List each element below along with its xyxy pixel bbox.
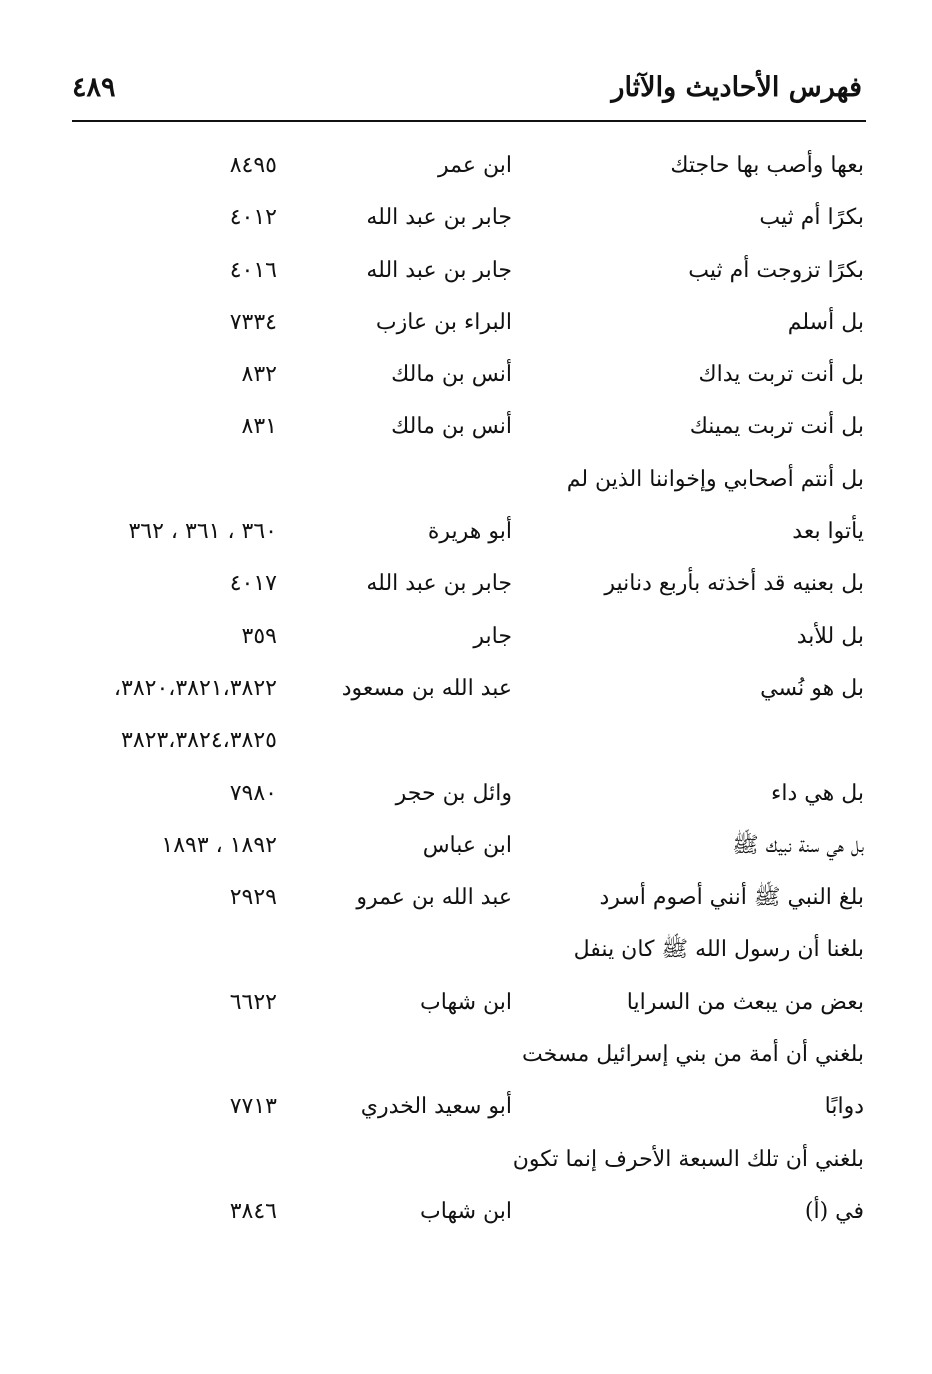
page-number: ٤٨٩ <box>72 72 116 103</box>
narrator: وائل بن حجر <box>395 780 512 806</box>
hadith-number: ٣٨٤٦ <box>229 1198 277 1224</box>
narrator: أبو هريرة <box>427 519 512 545</box>
narrator: ابن عمر <box>438 153 512 178</box>
hadith-number: ٧٩٨٠ <box>229 780 277 806</box>
index-row <box>0 820 932 872</box>
hadith-number: ٧٧١٣ <box>229 1094 277 1120</box>
hadith-number: ٣٨٢٣،٣٨٢٤،٣٨٢٥ <box>121 728 277 754</box>
hadith-text: بلغني أن أمة من بني إسرائيل مسخت <box>522 1042 864 1068</box>
hadith-number: ٤٠١٦ <box>229 257 277 283</box>
hadith-text: بل أنت تربت يداك <box>698 362 864 388</box>
narrator: عبد الله بن مسعود <box>341 675 512 701</box>
hadith-number: ٣٨٢٠،٣٨٢١،٣٨٢٢، <box>113 675 277 701</box>
index-row <box>0 977 932 1029</box>
index-row <box>0 1029 932 1081</box>
hadith-text: بل للأبد <box>796 623 864 649</box>
hadith-text: بعض من يبعث من السرايا <box>626 989 864 1015</box>
index-row <box>0 924 932 976</box>
index-row <box>0 1134 932 1186</box>
narrator: ابن شهاب <box>420 989 512 1015</box>
index-row <box>0 401 932 453</box>
index-row <box>0 349 932 401</box>
narrator: ابن عباس <box>422 832 512 858</box>
index-row <box>0 454 932 506</box>
hadith-text: بكرًا تزوجت أم ثيب <box>688 257 864 283</box>
index-row <box>0 245 932 297</box>
hadith-number: ٨٣٢ <box>241 362 277 388</box>
hadith-number: ٢٩٢٩ <box>229 885 277 911</box>
narrator: البراء بن عازب <box>375 309 512 335</box>
narrator: أنس بن مالك <box>391 414 512 440</box>
narrator: أنس بن مالك <box>391 362 512 388</box>
index-row <box>0 872 932 924</box>
index-row <box>0 297 932 349</box>
hadith-number: ٤٠١٢ <box>229 205 277 231</box>
hadith-number: ٧٣٣٤ <box>229 309 277 335</box>
hadith-number: ٣٦٠ ، ٣٦١ ، ٣٦٢ <box>128 519 277 545</box>
index-row <box>0 1186 932 1238</box>
narrator: جابر بن عبد الله <box>366 205 512 231</box>
hadith-text: بل هو نُسي <box>760 675 864 701</box>
index-row <box>0 611 932 663</box>
hadith-number: ٨٤٩٥ <box>229 153 277 178</box>
header-divider <box>72 120 866 122</box>
hadith-number: ٣٥٩ <box>241 623 277 649</box>
hadith-number: ١٨٩٢ ، ١٨٩٣ <box>161 832 277 858</box>
hadith-text: بل هي سنة نبيك ﷺ <box>732 832 864 858</box>
index-row <box>0 768 932 820</box>
index-row <box>0 715 932 767</box>
index-row <box>0 140 932 192</box>
hadith-text: بلغنا أن رسول الله ﷺ كان ينفل <box>573 937 864 963</box>
hadith-text: بلغني أن تلك السبعة الأحرف إنما تكون <box>512 1146 864 1172</box>
page-title: فهرس الأحاديث والآثار <box>611 72 862 103</box>
index-row <box>0 663 932 715</box>
hadith-text: بل أسلم <box>787 309 864 335</box>
hadith-text: بل أنتم أصحابي وإخواننا الذين لم <box>566 466 864 492</box>
narrator: جابر <box>473 623 512 649</box>
narrator: جابر بن عبد الله <box>366 571 512 597</box>
hadith-number: ٤٠١٧ <box>229 571 277 597</box>
hadith-number: ٦٦٢٢ <box>229 989 277 1015</box>
narrator: عبد الله بن عمرو <box>356 885 512 911</box>
narrator: أبو سعيد الخدري <box>360 1094 512 1120</box>
hadith-text: يأتوا بعد <box>792 519 864 545</box>
index-row <box>0 192 932 244</box>
narrator: ابن شهاب <box>420 1198 512 1224</box>
hadith-text: بل هي داء <box>771 780 864 806</box>
index-table <box>0 140 932 1238</box>
index-row <box>0 506 932 558</box>
hadith-text: بعها وأصب بها حاجتك <box>670 153 864 178</box>
hadith-text: بكرًا أم ثيب <box>759 205 864 231</box>
hadith-text: بلغ النبي ﷺ أنني أصوم أسرد <box>599 885 864 911</box>
hadith-text: دوابًا <box>824 1094 864 1120</box>
hadith-text: بل بعنيه قد أخذته بأربع دنانير <box>604 571 864 597</box>
hadith-text: في (أ) <box>804 1198 864 1224</box>
hadith-number: ٨٣١ <box>241 414 277 440</box>
index-row <box>0 1081 932 1133</box>
index-row <box>0 558 932 610</box>
narrator: جابر بن عبد الله <box>366 257 512 283</box>
hadith-text: بل أنت تربت يمينك <box>689 414 864 440</box>
